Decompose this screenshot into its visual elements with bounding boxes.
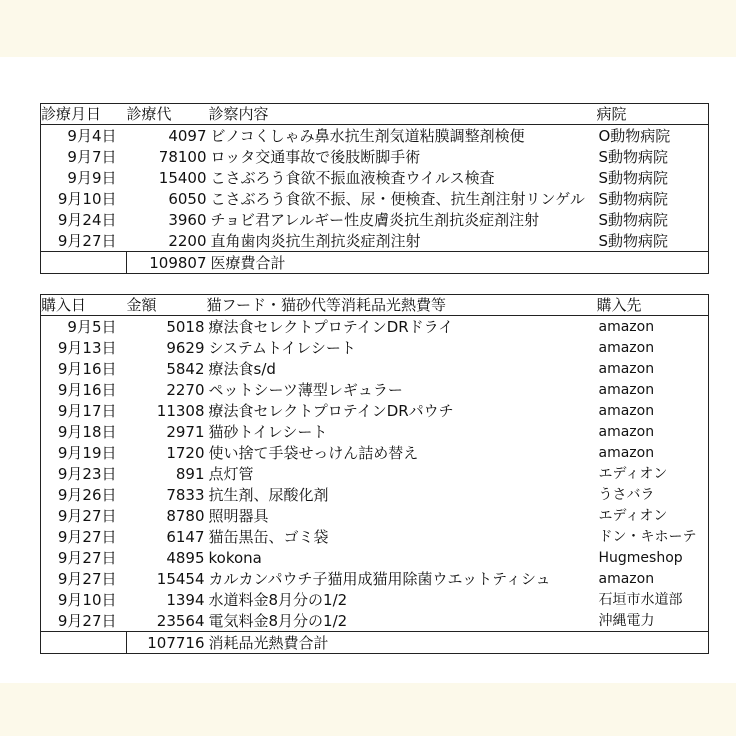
medical-cell-hospital: O動物病院: [598, 126, 671, 145]
supplies-cell-amount: 1394: [166, 590, 205, 609]
supplies-cell-shop: amazon: [598, 570, 655, 587]
medical-cell-date: 9月9日: [67, 168, 117, 187]
medical-row: [41, 146, 709, 167]
supplies-header-shop: 購入先: [597, 295, 709, 316]
medical-header-content: 診察内容: [209, 104, 597, 125]
medical-cell-date: 9月24日: [57, 210, 117, 229]
supplies-cell-item: kokona: [208, 548, 262, 567]
supplies-cell-amount: 2971: [166, 422, 205, 441]
supplies-cell-shop: amazon: [598, 381, 655, 398]
medical-total-spacer-right: [597, 252, 709, 274]
supplies-expenses-table: [40, 294, 709, 654]
supplies-cell-date: 9月27日: [57, 569, 117, 588]
supplies-cell-amount: 23564: [156, 611, 205, 630]
supplies-total-spacer-right: [597, 632, 709, 654]
supplies-row: [41, 358, 709, 379]
supplies-cell-amount: 6147: [166, 527, 205, 546]
supplies-cell-date: 9月27日: [57, 548, 117, 567]
medical-row: [41, 125, 709, 147]
supplies-row: [41, 379, 709, 400]
supplies-row: [41, 442, 709, 463]
medical-cell-date: 9月10日: [57, 189, 117, 208]
supplies-cell-shop: amazon: [598, 318, 655, 335]
medical-cell-fee: 2200: [168, 231, 207, 250]
supplies-cell-shop: 石垣市水道部: [598, 591, 683, 608]
medical-header-fee: 診療代: [127, 104, 209, 125]
supplies-cell-shop: amazon: [598, 423, 655, 440]
supplies-cell-item: 抗生剤、尿酸化剤: [208, 485, 329, 504]
supplies-cell-amount: 5018: [166, 317, 205, 336]
supplies-header-row: [41, 295, 709, 316]
supplies-cell-amount: 15454: [156, 569, 205, 588]
medical-cell-hospital: S動物病院: [598, 210, 669, 229]
supplies-cell-date: 9月26日: [57, 485, 117, 504]
supplies-cell-date: 9月27日: [57, 506, 117, 525]
supplies-cell-shop: エディオン: [598, 465, 668, 482]
supplies-cell-shop: 沖縄電力: [598, 612, 655, 629]
supplies-header-amount: 金額: [127, 295, 207, 316]
supplies-cell-item: システムトイレシート: [208, 338, 356, 357]
medical-cell-fee: 4097: [168, 126, 207, 145]
medical-cell-fee: 6050: [168, 189, 207, 208]
supplies-total-spacer: [41, 632, 127, 654]
supplies-cell-item: 療法食s/d: [208, 359, 276, 378]
supplies-cell-date: 9月13日: [57, 338, 117, 357]
supplies-cell-amount: 1720: [166, 443, 205, 462]
medical-header-date: 診療月日: [41, 104, 127, 125]
medical-cell-hospital: S動物病院: [598, 168, 669, 187]
supplies-cell-amount: 8780: [166, 506, 205, 525]
medical-header-row: [41, 104, 709, 125]
medical-row: [41, 188, 709, 209]
supplies-cell-amount: 2270: [166, 380, 205, 399]
medical-total-spacer: [41, 252, 127, 274]
supplies-cell-date: 9月16日: [57, 359, 117, 378]
medical-cell-fee: 15400: [158, 168, 207, 187]
medical-total-label: 医療費合計: [209, 252, 597, 274]
supplies-cell-date: 9月18日: [57, 422, 117, 441]
medical-cell-content: こさぶろう食欲不振、尿・便検査、抗生剤注射リンゲル: [210, 189, 585, 208]
supplies-row: [41, 505, 709, 526]
supplies-row: [41, 337, 709, 358]
medical-row: [41, 230, 709, 252]
supplies-cell-date: 9月16日: [57, 380, 117, 399]
medical-cell-hospital: S動物病院: [598, 189, 669, 208]
supplies-cell-item: 照明器具: [208, 506, 269, 525]
supplies-cell-item: 療法食セレクトプロテインDRパウチ: [208, 401, 454, 420]
supplies-row: [41, 547, 709, 568]
medical-cell-hospital: S動物病院: [598, 147, 669, 166]
supplies-row: [41, 421, 709, 442]
supplies-cell-item: カルカンパウチ子猫用成猫用除菌ウエットティシュ: [208, 569, 551, 588]
medical-cell-content: こさぶろう食欲不振血液検査ウイルス検査: [210, 168, 495, 187]
medical-cell-date: 9月7日: [67, 147, 117, 166]
supplies-cell-amount: 7833: [166, 485, 205, 504]
supplies-cell-amount: 5842: [166, 359, 205, 378]
medical-cell-date: 9月4日: [67, 126, 117, 145]
supplies-cell-item: 猫砂トイレシート: [208, 422, 328, 441]
supplies-total-label: 消耗品光熱費合計: [207, 632, 597, 654]
supplies-row: [41, 316, 709, 338]
medical-expenses-table: [40, 103, 709, 274]
supplies-cell-shop: amazon: [598, 402, 655, 419]
medical-cell-content: 直角歯肉炎抗生剤抗炎症剤注射: [210, 231, 421, 250]
supplies-row: [41, 400, 709, 421]
supplies-cell-date: 9月10日: [57, 590, 117, 609]
supplies-cell-shop: Hugmeshop: [598, 549, 683, 566]
supplies-cell-item: 猫缶黒缶、ゴミ袋: [208, 527, 329, 546]
supplies-cell-amount: 11308: [156, 401, 205, 420]
medical-total-amount: 109807: [127, 252, 209, 274]
supplies-total-row: [41, 632, 709, 654]
medical-header-hospital: 病院: [597, 104, 709, 125]
supplies-cell-item: 療法食セレクトプロテインDRドライ: [208, 317, 454, 336]
supplies-cell-date: 9月17日: [57, 401, 117, 420]
medical-cell-content: ビノコくしゃみ鼻水抗生剤気道粘膜調整剤検便: [210, 126, 525, 145]
spreadsheet-area: [0, 57, 736, 683]
supplies-cell-item: 水道料金8月分の1/2: [208, 590, 348, 609]
supplies-row: [41, 610, 709, 632]
medical-cell-fee: 3960: [168, 210, 207, 229]
supplies-cell-amount: 891: [175, 464, 205, 483]
supplies-cell-shop: amazon: [598, 339, 655, 356]
supplies-header-item: 猫フード・猫砂代等消耗品光熱費等: [207, 295, 597, 316]
supplies-total-amount: 107716: [127, 632, 207, 654]
supplies-row: [41, 589, 709, 610]
supplies-cell-date: 9月23日: [57, 464, 117, 483]
medical-cell-content: ロッタ交通事故で後肢断脚手術: [210, 147, 421, 166]
medical-cell-fee: 78100: [158, 147, 207, 166]
supplies-cell-item: ペットシーツ薄型レギュラー: [208, 380, 403, 399]
supplies-row: [41, 484, 709, 505]
supplies-cell-shop: うさバラ: [598, 486, 655, 503]
medical-total-row: [41, 252, 709, 274]
supplies-cell-date: 9月27日: [57, 611, 117, 630]
supplies-cell-shop: amazon: [598, 360, 655, 377]
supplies-row: [41, 463, 709, 484]
supplies-cell-item: 電気料金8月分の1/2: [208, 611, 348, 630]
supplies-header-date: 購入日: [41, 295, 127, 316]
supplies-cell-date: 9月5日: [67, 317, 117, 336]
supplies-cell-date: 9月19日: [57, 443, 117, 462]
supplies-cell-shop: エディオン: [598, 507, 668, 524]
supplies-row: [41, 526, 709, 547]
medical-row: [41, 209, 709, 230]
supplies-cell-shop: amazon: [598, 444, 655, 461]
supplies-cell-item: 点灯管: [208, 464, 254, 483]
supplies-row: [41, 568, 709, 589]
supplies-cell-shop: ドン・キホーテ: [598, 528, 697, 545]
medical-cell-hospital: S動物病院: [598, 231, 669, 250]
supplies-cell-amount: 9629: [166, 338, 205, 357]
supplies-cell-date: 9月27日: [57, 527, 117, 546]
medical-cell-content: チョビ君アレルギー性皮膚炎抗生剤抗炎症剤注射: [210, 210, 540, 229]
supplies-cell-item: 使い捨て手袋せっけん詰め替え: [208, 443, 419, 462]
supplies-cell-amount: 4895: [166, 548, 205, 567]
medical-row: [41, 167, 709, 188]
medical-cell-date: 9月27日: [57, 231, 117, 250]
